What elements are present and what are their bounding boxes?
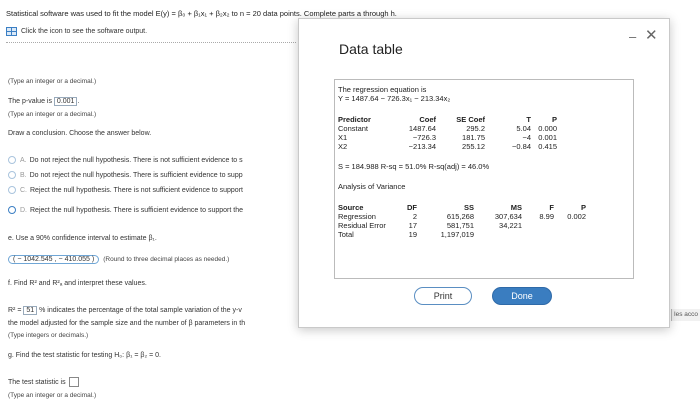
option-letter: D. (20, 206, 27, 214)
table-cell: X2 (338, 142, 348, 151)
software-output-link[interactable] (6, 27, 147, 36)
radio-button[interactable] (8, 186, 16, 194)
table-cell: Residual Error (338, 221, 386, 230)
table-icon[interactable] (6, 27, 17, 36)
table-cell: 255.12 (462, 142, 485, 151)
table-cell: Regression (338, 212, 376, 221)
coef-header-t: T (526, 115, 531, 124)
option-letter: A. (20, 156, 27, 164)
table-cell: Constant (338, 124, 369, 133)
option-c[interactable] (8, 186, 243, 194)
truncated-text: les acco (671, 309, 700, 321)
ci-sep: , (54, 256, 57, 263)
table-cell: 17 (408, 221, 417, 230)
radio-button-selected[interactable] (8, 206, 16, 214)
software-output-panel (334, 79, 634, 279)
part-f-prompt: f. Find R² and R²ₐ and interpret these values. (8, 280, 147, 287)
option-text: Reject the null hypothesis. There is not sufficient evidence to support (30, 186, 243, 194)
ci-answer-box[interactable] (8, 255, 99, 264)
model-fit-line: S = 184.988 R-sq = 51.0% R-sq(adj) = 46.0% (338, 162, 490, 171)
table-cell: 615,268 (446, 212, 474, 221)
divider (6, 42, 296, 43)
table-cell: 34,221 (499, 221, 522, 230)
option-b[interactable] (8, 171, 243, 179)
hint-text: (Type an integer or a decimal.) (8, 111, 97, 118)
table-cell: 8.99 (539, 212, 554, 221)
table-cell: 0.001 (538, 133, 557, 142)
conclusion-prompt: Draw a conclusion. Choose the answer below. (8, 130, 152, 137)
hint-text: (Type an integer or a decimal.) (8, 78, 97, 85)
table-cell: 5.04 (516, 124, 531, 133)
ci-close: ) (91, 256, 95, 263)
ci-open: ( (13, 256, 16, 263)
anova-header-f: F (549, 203, 554, 212)
minimize-icon[interactable]: – (629, 29, 637, 44)
table-cell: −4 (522, 133, 531, 142)
anova-header-ms: MS (510, 203, 522, 212)
table-cell: 581,751 (446, 221, 474, 230)
data-table-dialog (298, 18, 670, 328)
coef-header-se: SE Coef (456, 115, 485, 124)
coef-header-predictor: Predictor (338, 115, 371, 124)
r2-line (8, 306, 242, 315)
radio-button[interactable] (8, 171, 16, 179)
radio-button[interactable] (8, 156, 16, 164)
option-letter: B. (20, 171, 27, 179)
table-cell: 2 (412, 212, 417, 221)
coef-header-p: P (551, 115, 557, 124)
table-cell: Total (338, 230, 354, 239)
ci-high-input[interactable]: − 410.055 (58, 256, 90, 263)
part-g-prompt: g. Find the test statistic for testing H₀: β₁ = β₂ = 0. (8, 352, 161, 359)
r2-continuation: the model adjusted for the sample size and the number of β parameters in th (8, 320, 246, 327)
pvalue-line (8, 97, 79, 106)
table-cell: 0.415 (538, 142, 557, 151)
option-a[interactable] (8, 156, 243, 164)
option-letter: C. (20, 186, 27, 194)
coef-header-coef: Coef (419, 115, 436, 124)
test-stat-line (8, 377, 79, 387)
pvalue-prefix: The p-value is (8, 98, 52, 105)
ci-line (8, 255, 229, 264)
table-cell: 295.2 (466, 124, 485, 133)
table-cell: 19 (408, 230, 417, 239)
dialog-title: Data table (339, 41, 403, 57)
hint-text: (Type an integer or a decimal.) (8, 392, 97, 399)
test-stat-input[interactable] (69, 377, 79, 387)
table-cell: 1,197,019 (440, 230, 474, 239)
option-d[interactable] (8, 206, 243, 214)
regression-equation: Y = 1487.64 − 726.3x₁ − 213.34x₂ (338, 94, 451, 103)
done-button[interactable]: Done (492, 287, 552, 305)
option-text: Reject the null hypothesis. There is sufficient evidence to support the (30, 206, 243, 214)
anova-header-p: P (580, 203, 586, 212)
regression-eq-label: The regression equation is (338, 85, 427, 94)
table-cell: 0.000 (538, 124, 557, 133)
table-cell: −0.84 (512, 142, 531, 151)
part-e-prompt: e. Use a 90% confidence interval to estimate β₁. (8, 235, 157, 242)
table-cell: 181.75 (462, 133, 485, 142)
hint-text: (Type integers or decimals.) (8, 332, 89, 339)
anova-header-ss: SS (463, 203, 474, 212)
anova-header-source: Source (338, 203, 364, 212)
print-button[interactable]: Print (414, 287, 472, 305)
table-cell: X1 (338, 133, 348, 142)
option-text: Do not reject the null hypothesis. There is not sufficient evidence to s (29, 156, 243, 164)
table-cell: −213.34 (408, 142, 436, 151)
table-cell: 0.002 (567, 212, 586, 221)
r2-prefix: R² = (8, 307, 22, 314)
table-cell: −726.3 (412, 133, 436, 142)
ci-low-input[interactable]: − 1042.545 (17, 256, 53, 263)
pvalue-input[interactable]: 0.001 (54, 97, 78, 106)
option-text: Do not reject the null hypothesis. There is sufficient evidence to supp (29, 171, 243, 179)
r2-input[interactable]: 51 (23, 306, 37, 315)
ci-hint: (Round to three decimal places as needed.) (103, 256, 230, 263)
pvalue-suffix: . (77, 98, 80, 105)
table-cell: 307,634 (494, 212, 522, 221)
r2-text: % indicates the percentage of the total sample variation of the y-v (39, 307, 242, 314)
anova-header-df: DF (407, 203, 417, 212)
close-icon[interactable]: ✕ (645, 27, 658, 44)
test-stat-prefix: The test statistic is (8, 378, 66, 386)
problem-instruction: Statistical software was used to fit the model E(y) = β₀ + β₁x₁ + β₂x₂ to n = 20 data points. Complete parts a through h. (6, 9, 397, 18)
anova-title: Analysis of Variance (338, 182, 406, 191)
software-output-label[interactable]: Click the icon to see the software output. (21, 28, 148, 35)
table-cell: 1487.64 (408, 124, 436, 133)
